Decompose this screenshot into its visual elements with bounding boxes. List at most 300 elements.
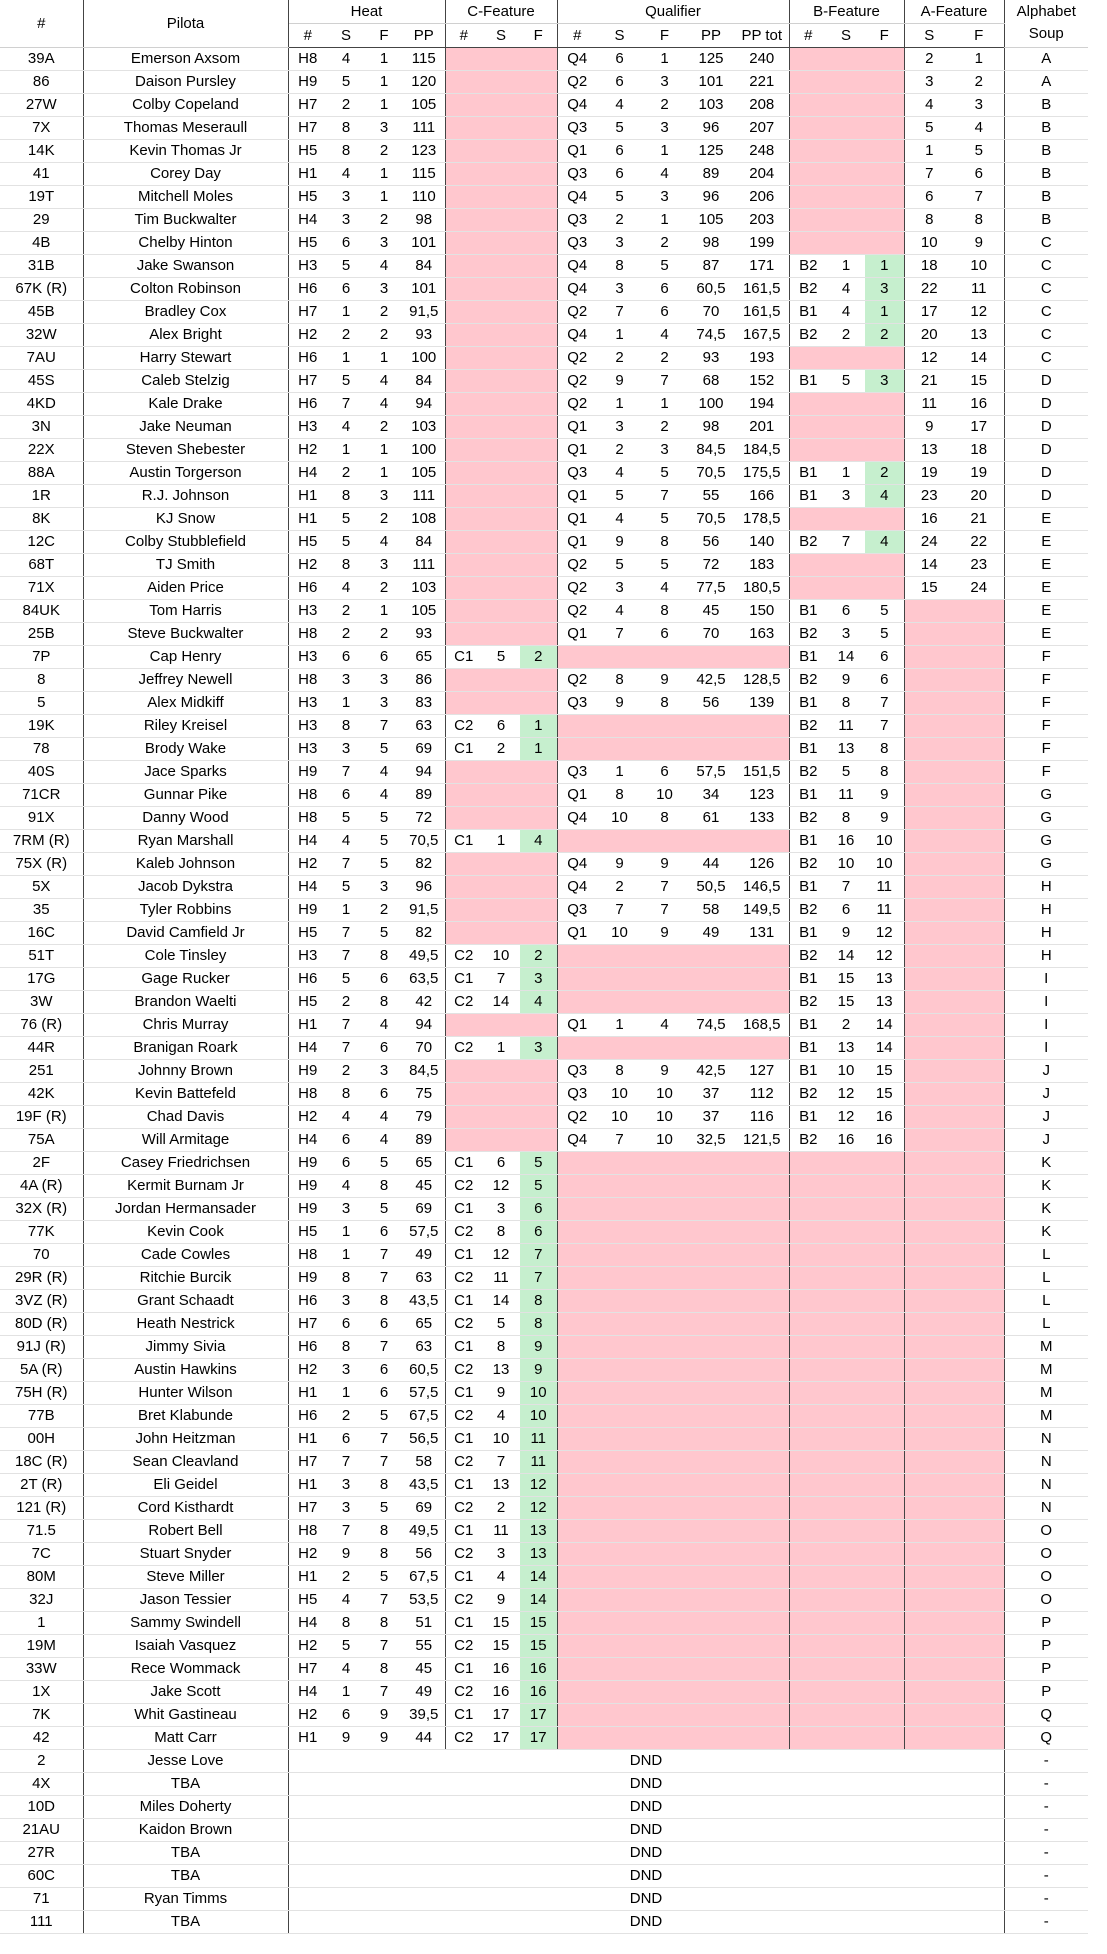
soup-letter-cell: B xyxy=(1004,185,1088,208)
q-points-cell: 101 xyxy=(687,70,735,93)
q-number-cell: Q4 xyxy=(557,254,597,277)
b-start-cell: 15 xyxy=(827,990,865,1013)
a-finish-cell xyxy=(954,1657,1004,1680)
soup-letter-cell: P xyxy=(1004,1657,1088,1680)
c-number-cell xyxy=(445,783,482,806)
sub-heat-pp: PP xyxy=(403,23,445,47)
b-number-cell xyxy=(789,1220,827,1243)
driver-name-cell: Colby Copeland xyxy=(83,93,288,116)
q-start-cell: 4 xyxy=(597,507,642,530)
soup-letter-cell: I xyxy=(1004,967,1088,990)
q-points-cell: 70,5 xyxy=(687,507,735,530)
q-points-cell: 70 xyxy=(687,300,735,323)
c-finish-cell: 4 xyxy=(520,990,557,1013)
b-number-cell: B1 xyxy=(789,691,827,714)
driver-name-cell: Emerson Axsom xyxy=(83,47,288,70)
car-number-cell: 1 xyxy=(0,1611,83,1634)
heat-start-cell: 6 xyxy=(327,1703,365,1726)
table-row xyxy=(0,1289,1088,1312)
q-finish-cell: 9 xyxy=(642,668,687,691)
q-points-cell: 56 xyxy=(687,691,735,714)
heat-points-cell: 49 xyxy=(403,1243,445,1266)
heat-finish-cell: 2 xyxy=(365,507,403,530)
c-finish-cell: 17 xyxy=(520,1703,557,1726)
c-start-cell: 8 xyxy=(482,1220,520,1243)
c-number-cell: C1 xyxy=(445,1335,482,1358)
c-start-cell xyxy=(482,760,520,783)
a-finish-cell: 15 xyxy=(954,369,1004,392)
b-start-cell xyxy=(827,162,865,185)
soup-letter-cell: E xyxy=(1004,622,1088,645)
q-number-cell xyxy=(557,1358,597,1381)
heat-points-cell: 49,5 xyxy=(403,1519,445,1542)
a-finish-cell xyxy=(954,1496,1004,1519)
a-start-cell: 17 xyxy=(904,300,954,323)
driver-name-cell: John Heitzman xyxy=(83,1427,288,1450)
b-start-cell xyxy=(827,1197,865,1220)
b-number-cell xyxy=(789,1151,827,1174)
c-number-cell xyxy=(445,806,482,829)
heat-points-cell: 51 xyxy=(403,1611,445,1634)
c-start-cell: 5 xyxy=(482,1312,520,1335)
b-start-cell: 8 xyxy=(827,806,865,829)
car-number-cell: 121 (R) xyxy=(0,1496,83,1519)
table-row xyxy=(0,392,1088,415)
q-start-cell xyxy=(597,1197,642,1220)
q-finish-cell: 3 xyxy=(642,185,687,208)
q-number-cell: Q1 xyxy=(557,783,597,806)
heat-number-cell: H1 xyxy=(288,484,327,507)
q-start-cell: 7 xyxy=(597,898,642,921)
c-finish-cell xyxy=(520,47,557,70)
heat-number-cell: H2 xyxy=(288,1703,327,1726)
table-row xyxy=(0,967,1088,990)
q-points-cell: 98 xyxy=(687,231,735,254)
heat-finish-cell: 2 xyxy=(365,208,403,231)
heat-number-cell: H2 xyxy=(288,438,327,461)
heat-points-cell: 43,5 xyxy=(403,1473,445,1496)
c-start-cell xyxy=(482,93,520,116)
q-points-cell: 68 xyxy=(687,369,735,392)
q-start-cell xyxy=(597,1427,642,1450)
heat-start-cell: 2 xyxy=(327,1404,365,1427)
a-finish-cell xyxy=(954,1427,1004,1450)
soup-letter-cell: K xyxy=(1004,1174,1088,1197)
heat-number-cell: H1 xyxy=(288,162,327,185)
heat-number-cell: H6 xyxy=(288,1404,327,1427)
heat-points-cell: 49,5 xyxy=(403,944,445,967)
b-finish-cell: 6 xyxy=(865,645,904,668)
driver-name-cell: Jason Tessier xyxy=(83,1588,288,1611)
table-row xyxy=(0,921,1088,944)
heat-number-cell: H2 xyxy=(288,852,327,875)
a-start-cell xyxy=(904,1427,954,1450)
c-number-cell: C2 xyxy=(445,1542,482,1565)
b-start-cell xyxy=(827,1381,865,1404)
q-points-cell: 96 xyxy=(687,116,735,139)
c-finish-cell: 14 xyxy=(520,1588,557,1611)
car-number-cell: 71.5 xyxy=(0,1519,83,1542)
q-points-cell: 56 xyxy=(687,530,735,553)
b-start-cell: 2 xyxy=(827,1013,865,1036)
c-start-cell: 13 xyxy=(482,1473,520,1496)
q-number-cell: Q4 xyxy=(557,277,597,300)
heat-finish-cell: 3 xyxy=(365,668,403,691)
car-number-cell: 88A xyxy=(0,461,83,484)
a-start-cell: 21 xyxy=(904,369,954,392)
heat-finish-cell: 5 xyxy=(365,921,403,944)
heat-finish-cell: 5 xyxy=(365,1404,403,1427)
soup-letter-cell: E xyxy=(1004,576,1088,599)
group-afeature-header: A-Feature xyxy=(904,0,1004,23)
a-finish-cell xyxy=(954,829,1004,852)
c-start-cell: 4 xyxy=(482,1404,520,1427)
b-start-cell xyxy=(827,1588,865,1611)
driver-name-cell: Jake Swanson xyxy=(83,254,288,277)
a-start-cell xyxy=(904,737,954,760)
q-number-cell: Q2 xyxy=(557,1105,597,1128)
q-start-cell: 10 xyxy=(597,921,642,944)
soup-letter-cell: D xyxy=(1004,461,1088,484)
q-points-total-cell: 178,5 xyxy=(735,507,789,530)
b-finish-cell xyxy=(865,1197,904,1220)
q-finish-cell: 9 xyxy=(642,921,687,944)
heat-finish-cell: 4 xyxy=(365,1105,403,1128)
sub-heat-s: S xyxy=(327,23,365,47)
heat-start-cell: 4 xyxy=(327,415,365,438)
car-number-cell: 2 xyxy=(0,1749,83,1772)
b-start-cell xyxy=(827,185,865,208)
q-finish-cell xyxy=(642,1611,687,1634)
soup-letter-cell: O xyxy=(1004,1542,1088,1565)
heat-number-cell: H5 xyxy=(288,1220,327,1243)
car-number-cell: 32X (R) xyxy=(0,1197,83,1220)
heat-number-cell: H3 xyxy=(288,645,327,668)
soup-letter-cell: J xyxy=(1004,1082,1088,1105)
heat-start-cell: 2 xyxy=(327,990,365,1013)
soup-letter-cell: C xyxy=(1004,254,1088,277)
b-number-cell xyxy=(789,116,827,139)
q-number-cell xyxy=(557,1726,597,1749)
b-finish-cell: 15 xyxy=(865,1082,904,1105)
c-start-cell: 10 xyxy=(482,1427,520,1450)
c-number-cell xyxy=(445,323,482,346)
car-number-cell: 2T (R) xyxy=(0,1473,83,1496)
b-number-cell: B2 xyxy=(789,668,827,691)
soup-letter-cell: - xyxy=(1004,1841,1088,1864)
a-finish-cell: 17 xyxy=(954,415,1004,438)
table-row xyxy=(0,438,1088,461)
soup-letter-cell: N xyxy=(1004,1450,1088,1473)
heat-start-cell: 4 xyxy=(327,1588,365,1611)
b-finish-cell: 10 xyxy=(865,852,904,875)
a-finish-cell xyxy=(954,1059,1004,1082)
heat-points-cell: 96 xyxy=(403,875,445,898)
a-finish-cell xyxy=(954,1358,1004,1381)
driver-name-cell: Cap Henry xyxy=(83,645,288,668)
b-finish-cell xyxy=(865,1289,904,1312)
heat-number-cell: H1 xyxy=(288,1013,327,1036)
q-points-total-cell xyxy=(735,1036,789,1059)
heat-points-cell: 72 xyxy=(403,806,445,829)
q-finish-cell xyxy=(642,1726,687,1749)
a-start-cell xyxy=(904,1266,954,1289)
sub-c-num: # xyxy=(445,23,482,47)
c-number-cell xyxy=(445,553,482,576)
b-start-cell xyxy=(827,576,865,599)
car-number-cell: 86 xyxy=(0,70,83,93)
car-number-cell: 8 xyxy=(0,668,83,691)
q-points-cell: 42,5 xyxy=(687,1059,735,1082)
c-start-cell xyxy=(482,231,520,254)
heat-points-cell: 110 xyxy=(403,185,445,208)
heat-start-cell: 6 xyxy=(327,1312,365,1335)
b-finish-cell xyxy=(865,1611,904,1634)
table-row xyxy=(0,323,1088,346)
c-start-cell xyxy=(482,484,520,507)
c-number-cell: C2 xyxy=(445,1266,482,1289)
driver-name-cell: Bradley Cox xyxy=(83,300,288,323)
q-finish-cell: 8 xyxy=(642,530,687,553)
soup-letter-cell: B xyxy=(1004,139,1088,162)
car-number-cell: 16C xyxy=(0,921,83,944)
heat-finish-cell: 7 xyxy=(365,1266,403,1289)
soup-letter-cell: L xyxy=(1004,1243,1088,1266)
car-number-cell: 22X xyxy=(0,438,83,461)
heat-start-cell: 2 xyxy=(327,1565,365,1588)
heat-points-cell: 65 xyxy=(403,645,445,668)
q-points-total-cell: 203 xyxy=(735,208,789,231)
b-number-cell xyxy=(789,507,827,530)
heat-points-cell: 42 xyxy=(403,990,445,1013)
driver-name-cell: Alex Midkiff xyxy=(83,691,288,714)
q-points-cell: 105 xyxy=(687,208,735,231)
heat-points-cell: 56 xyxy=(403,1542,445,1565)
q-finish-cell xyxy=(642,1266,687,1289)
driver-name-cell: Colton Robinson xyxy=(83,277,288,300)
c-finish-cell xyxy=(520,369,557,392)
c-number-cell: C1 xyxy=(445,1197,482,1220)
b-finish-cell xyxy=(865,1726,904,1749)
b-finish-cell xyxy=(865,1519,904,1542)
soup-letter-cell: - xyxy=(1004,1818,1088,1841)
c-finish-cell: 1 xyxy=(520,714,557,737)
q-points-total-cell xyxy=(735,1473,789,1496)
q-number-cell: Q2 xyxy=(557,576,597,599)
q-points-cell: 60,5 xyxy=(687,277,735,300)
driver-name-cell: Casey Friedrichsen xyxy=(83,1151,288,1174)
q-start-cell: 1 xyxy=(597,1013,642,1036)
a-finish-cell: 11 xyxy=(954,277,1004,300)
heat-start-cell: 5 xyxy=(327,1634,365,1657)
heat-start-cell: 2 xyxy=(327,323,365,346)
q-number-cell: Q2 xyxy=(557,70,597,93)
heat-number-cell: H6 xyxy=(288,967,327,990)
b-finish-cell xyxy=(865,1680,904,1703)
c-finish-cell: 2 xyxy=(520,944,557,967)
soup-letter-cell: P xyxy=(1004,1680,1088,1703)
q-finish-cell: 2 xyxy=(642,415,687,438)
heat-points-cell: 105 xyxy=(403,93,445,116)
c-start-cell xyxy=(482,507,520,530)
soup-letter-cell: C xyxy=(1004,231,1088,254)
b-finish-cell xyxy=(865,1450,904,1473)
heat-number-cell: H9 xyxy=(288,1266,327,1289)
heat-finish-cell: 9 xyxy=(365,1703,403,1726)
dnd-status-cell: DND xyxy=(288,1795,1004,1818)
b-finish-cell xyxy=(865,93,904,116)
c-finish-cell: 5 xyxy=(520,1174,557,1197)
c-finish-cell xyxy=(520,415,557,438)
c-finish-cell: 13 xyxy=(520,1519,557,1542)
b-start-cell xyxy=(827,93,865,116)
q-points-total-cell: 127 xyxy=(735,1059,789,1082)
heat-finish-cell: 4 xyxy=(365,254,403,277)
heat-start-cell: 5 xyxy=(327,70,365,93)
heat-points-cell: 65 xyxy=(403,1151,445,1174)
b-number-cell xyxy=(789,1174,827,1197)
heat-number-cell: H9 xyxy=(288,898,327,921)
sub-c-f: F xyxy=(520,23,557,47)
q-points-cell xyxy=(687,1680,735,1703)
c-finish-cell xyxy=(520,760,557,783)
driver-name-cell: Jace Sparks xyxy=(83,760,288,783)
c-finish-cell: 13 xyxy=(520,1542,557,1565)
a-finish-cell: 14 xyxy=(954,346,1004,369)
c-number-cell: C2 xyxy=(445,1220,482,1243)
c-start-cell: 17 xyxy=(482,1703,520,1726)
b-start-cell xyxy=(827,47,865,70)
soup-letter-cell: F xyxy=(1004,668,1088,691)
a-finish-cell xyxy=(954,852,1004,875)
a-start-cell xyxy=(904,921,954,944)
table-row xyxy=(0,93,1088,116)
c-finish-cell: 6 xyxy=(520,1197,557,1220)
a-start-cell: 15 xyxy=(904,576,954,599)
a-start-cell xyxy=(904,1105,954,1128)
q-finish-cell: 2 xyxy=(642,346,687,369)
a-finish-cell: 12 xyxy=(954,300,1004,323)
q-points-cell: 70 xyxy=(687,622,735,645)
driver-name-cell: Tom Harris xyxy=(83,599,288,622)
table-row xyxy=(0,622,1088,645)
b-start-cell xyxy=(827,70,865,93)
c-finish-cell xyxy=(520,1013,557,1036)
driver-name-cell: TJ Smith xyxy=(83,553,288,576)
q-points-cell xyxy=(687,829,735,852)
driver-name-cell: Bret Klabunde xyxy=(83,1404,288,1427)
a-finish-cell xyxy=(954,1335,1004,1358)
q-start-cell: 7 xyxy=(597,1128,642,1151)
heat-start-cell: 1 xyxy=(327,691,365,714)
q-points-cell: 44 xyxy=(687,852,735,875)
heat-number-cell: H3 xyxy=(288,691,327,714)
q-start-cell xyxy=(597,1542,642,1565)
q-number-cell: Q3 xyxy=(557,1059,597,1082)
q-points-cell: 103 xyxy=(687,93,735,116)
heat-start-cell: 2 xyxy=(327,461,365,484)
table-row xyxy=(0,1059,1088,1082)
q-finish-cell xyxy=(642,1381,687,1404)
q-points-total-cell xyxy=(735,967,789,990)
b-start-cell: 9 xyxy=(827,668,865,691)
b-start-cell xyxy=(827,208,865,231)
soup-letter-cell: L xyxy=(1004,1289,1088,1312)
heat-finish-cell: 6 xyxy=(365,1036,403,1059)
q-points-total-cell: 163 xyxy=(735,622,789,645)
q-points-cell xyxy=(687,1427,735,1450)
heat-points-cell: 91,5 xyxy=(403,300,445,323)
soup-letter-cell: M xyxy=(1004,1404,1088,1427)
col-driver-header: Pilota xyxy=(83,0,288,47)
a-finish-cell xyxy=(954,691,1004,714)
table-row xyxy=(0,1749,1088,1772)
q-number-cell xyxy=(557,1220,597,1243)
b-number-cell xyxy=(789,185,827,208)
heat-finish-cell: 5 xyxy=(365,1151,403,1174)
c-finish-cell xyxy=(520,484,557,507)
q-finish-cell: 9 xyxy=(642,852,687,875)
c-number-cell: C1 xyxy=(445,829,482,852)
soup-letter-cell: P xyxy=(1004,1634,1088,1657)
table-row xyxy=(0,1841,1088,1864)
heat-number-cell: H9 xyxy=(288,760,327,783)
q-finish-cell: 1 xyxy=(642,139,687,162)
heat-finish-cell: 1 xyxy=(365,599,403,622)
q-points-total-cell: 206 xyxy=(735,185,789,208)
c-finish-cell: 9 xyxy=(520,1358,557,1381)
q-points-total-cell xyxy=(735,990,789,1013)
heat-points-cell: 70,5 xyxy=(403,829,445,852)
heat-start-cell: 6 xyxy=(327,231,365,254)
q-number-cell: Q1 xyxy=(557,1013,597,1036)
q-finish-cell xyxy=(642,944,687,967)
sub-heat-f: F xyxy=(365,23,403,47)
b-finish-cell: 4 xyxy=(865,530,904,553)
a-start-cell xyxy=(904,829,954,852)
q-points-total-cell xyxy=(735,1266,789,1289)
table-row xyxy=(0,1795,1088,1818)
c-number-cell xyxy=(445,484,482,507)
heat-start-cell: 8 xyxy=(327,484,365,507)
heat-start-cell: 5 xyxy=(327,507,365,530)
b-finish-cell xyxy=(865,1266,904,1289)
soup-letter-cell: C xyxy=(1004,346,1088,369)
driver-name-cell: TBA xyxy=(83,1910,288,1933)
car-number-cell: 7C xyxy=(0,1542,83,1565)
b-number-cell: B1 xyxy=(789,369,827,392)
table-row xyxy=(0,1565,1088,1588)
heat-points-cell: 94 xyxy=(403,760,445,783)
heat-start-cell: 5 xyxy=(327,530,365,553)
b-finish-cell: 15 xyxy=(865,1059,904,1082)
b-finish-cell xyxy=(865,1220,904,1243)
q-number-cell: Q1 xyxy=(557,530,597,553)
b-number-cell: B2 xyxy=(789,254,827,277)
table-row xyxy=(0,737,1088,760)
q-points-cell xyxy=(687,714,735,737)
q-start-cell: 3 xyxy=(597,231,642,254)
a-start-cell: 13 xyxy=(904,438,954,461)
c-finish-cell xyxy=(520,1059,557,1082)
heat-finish-cell: 4 xyxy=(365,1128,403,1151)
a-start-cell xyxy=(904,1657,954,1680)
b-start-cell xyxy=(827,1312,865,1335)
heat-finish-cell: 4 xyxy=(365,369,403,392)
heat-start-cell: 9 xyxy=(327,1542,365,1565)
sub-q-f: F xyxy=(642,23,687,47)
heat-start-cell: 3 xyxy=(327,1473,365,1496)
